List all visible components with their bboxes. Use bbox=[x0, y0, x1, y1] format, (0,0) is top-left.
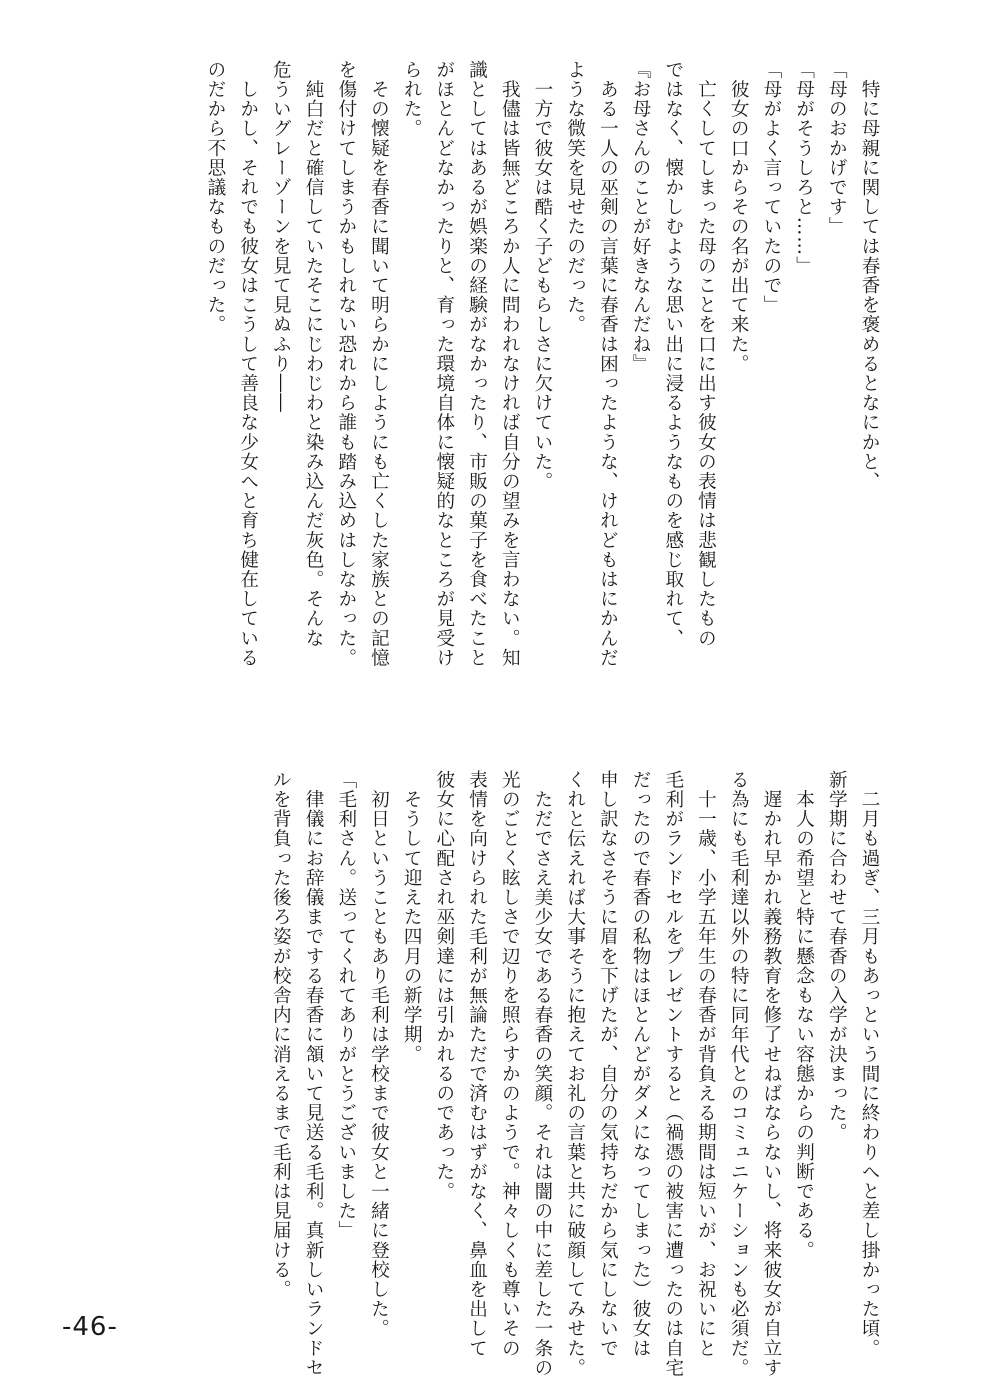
text-line: 光のごとく眩しさで辺りを照らすかのようで。神々しくも尊いその bbox=[499, 770, 521, 1358]
text-line: 表情を向けられた毛利が無論ただで済むはずがなく、鼻血を出して bbox=[466, 770, 488, 1358]
text-line: 識としてはあるが娯楽の経験がなかったり、市販の菓子を食べたこと bbox=[466, 60, 488, 668]
text-line: 申し訳なさそうに眉を下げたが、自分の気持ちだから気にしないで bbox=[597, 770, 619, 1358]
text-block-top bbox=[198, 60, 885, 668]
text-line: のだから不思議なものだった。 bbox=[204, 60, 226, 335]
text-line: 「母がよく言っていたので」 bbox=[760, 60, 782, 315]
text-line: 「母のおかげです」 bbox=[826, 60, 848, 237]
text-line: を傷付けてしまうかもしれない恐れから誰も踏み込めはしなかった。 bbox=[335, 60, 357, 668]
text-line: 初日ということもあり毛利は学校まで彼女と一緒に登校した。 bbox=[368, 770, 390, 1339]
text-line: 彼女に心配され巫剣達には引かれるのであった。 bbox=[433, 770, 455, 1202]
text-line: 律儀にお辞儀までする春香に頷いて見送る毛利。真新しいランドセ bbox=[303, 770, 325, 1378]
text-line: しかし、それでも彼女はこうして善良な少女へと育ち健在している bbox=[237, 60, 259, 668]
text-line: 新学期に合わせて春香の入学が決まった。 bbox=[826, 770, 848, 1143]
text-line: 一方で彼女は酷く子どもらしさに欠けていた。 bbox=[531, 60, 553, 492]
text-line: る為にも毛利達以外の特に同年代とのコミュニケーションも必須だ。 bbox=[728, 770, 750, 1378]
text-line: 「母がそうしろと……」 bbox=[793, 60, 815, 276]
text-line: 十一歳、小学五年生の春香が背負える期間は短いが、お祝いにと bbox=[695, 770, 717, 1358]
text-line: 本人の希望と特に懸念もない容態からの判断である。 bbox=[793, 770, 815, 1260]
text-line: その懐疑を春香に聞いて明らかにしようにも亡くした家族との記憶 bbox=[368, 60, 390, 668]
text-block-bottom bbox=[264, 770, 885, 1378]
text-line: そうして迎えた四月の新学期。 bbox=[401, 770, 423, 1064]
page-number: -46- bbox=[62, 1312, 118, 1342]
text-line: 純白だと確信していたそこにじわじわと染み込んだ灰色。そんな bbox=[303, 60, 325, 648]
text-line: 彼女の口からその名が出て来た。 bbox=[728, 60, 750, 374]
text-line: 亡くしてしまった母のことを口に出す彼女の表情は悲観したもの bbox=[695, 60, 717, 648]
text-line: だったので春香の私物はほとんどがダメになってしまった）彼女は bbox=[630, 770, 652, 1358]
text-line: 我儘は皆無どころか人に問われなければ自分の望みを言わない。知 bbox=[499, 60, 521, 668]
text-line: 二月も過ぎ、三月もあっという間に終わりへと差し掛かった頃。 bbox=[859, 770, 880, 1358]
text-line: られた。 bbox=[401, 60, 423, 139]
text-line: 特に母親に関しては春香を褒めるとなにかと、 bbox=[859, 60, 880, 492]
text-line: がほとんどなかったりと、育った環境自体に懐疑的なところが見受け bbox=[433, 60, 455, 668]
text-line: 毛利がランドセルをプレゼントすると（禍憑の被害に遭ったのは自宅 bbox=[662, 770, 684, 1378]
text-line: 危ういグレーゾーンを見て見ぬふり―― bbox=[270, 60, 292, 413]
text-line: 「毛利さん。送ってくれてありがとうございました」 bbox=[335, 770, 357, 1241]
text-line: ような微笑を見せたのだった。 bbox=[564, 60, 586, 335]
text-line: ある一人の巫剣の言葉に春香は困ったような、けれどもはにかんだ bbox=[597, 60, 619, 668]
text-line: ではなく、懐かしむような思い出に浸るようなものを感じ取れて、 bbox=[662, 60, 684, 648]
text-line: 遅かれ早かれ義務教育を修了せねばならないし、将来彼女が自立す bbox=[760, 770, 782, 1378]
text-line: くれと伝えれば大事そうに抱えてお礼の言葉と共に破顔してみせた。 bbox=[564, 770, 586, 1378]
text-line: 『お母さんのことが好きなんだね』 bbox=[630, 60, 652, 374]
text-line: ただでさえ美少女である春香の笑顔。それは闇の中に差した一条の bbox=[531, 770, 553, 1378]
text-line: ルを背負った後ろ姿が校舎内に消えるまで毛利は見届ける。 bbox=[270, 770, 292, 1300]
